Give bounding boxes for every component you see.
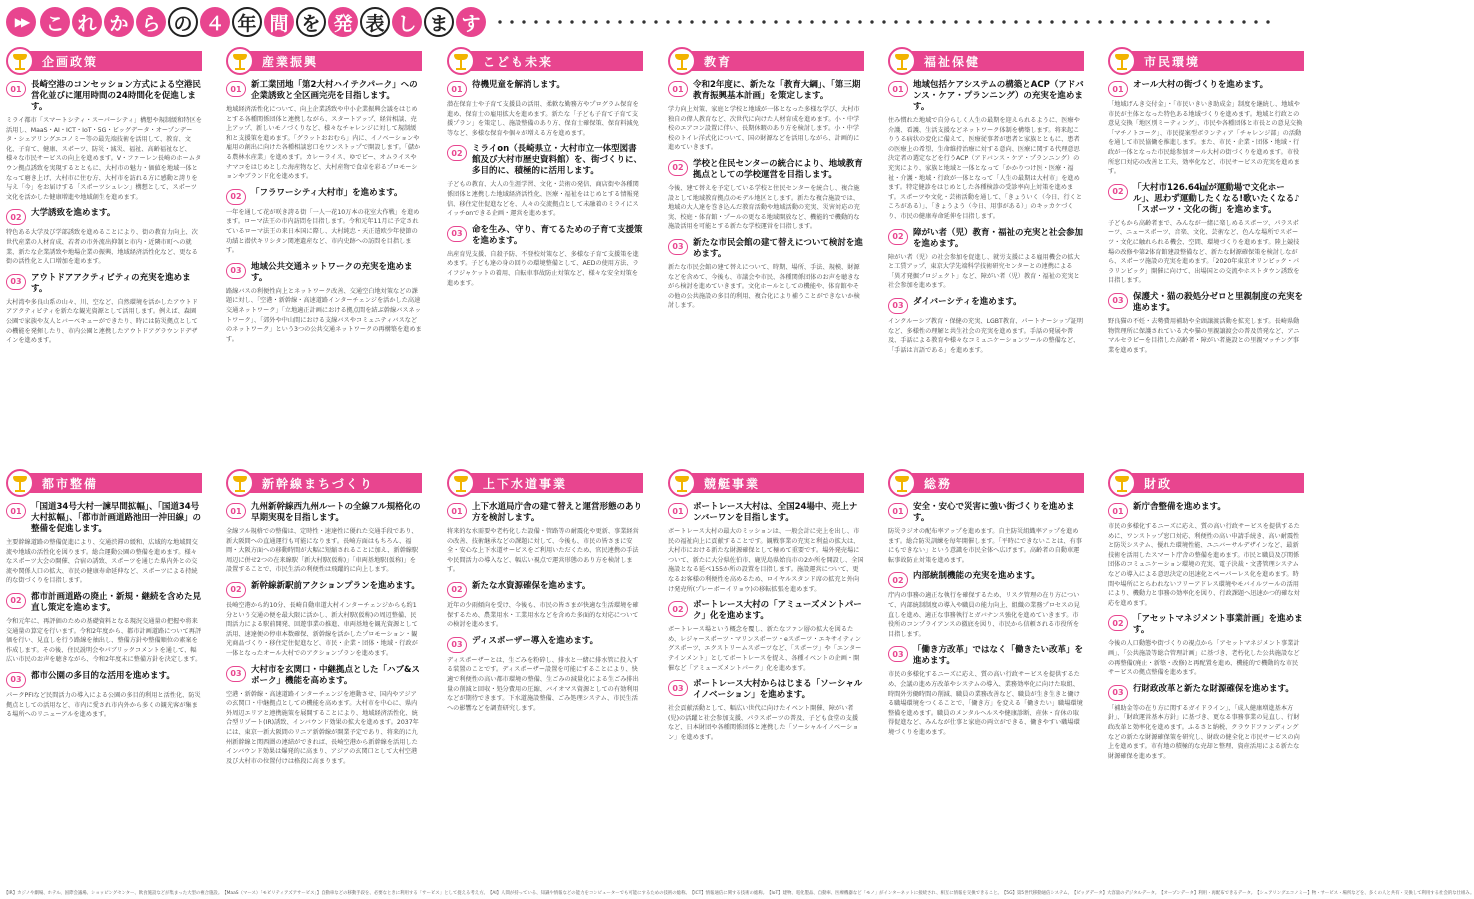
section-title: 企画政策: [42, 55, 99, 69]
policy-item-title: 地域公共交通ネットワークの充実を進めます。: [251, 261, 413, 283]
section-title: 市民環境: [1144, 55, 1201, 69]
section-title: 都市整備: [42, 477, 99, 491]
section-body: [1108, 502, 1304, 761]
street-lamp-icon: [668, 47, 696, 75]
header-char: ら: [136, 7, 166, 37]
policy-item-title: オール大村の街づくりを進めます。: [1133, 80, 1269, 90]
policy-item-title: 「フラワーシティ大村市」を進めます。: [251, 187, 403, 198]
policy-item-title: 地域包括ケアシステムの構築とACP（アドバンス・ケア・プランニング）の充実を進めます。: [913, 80, 1084, 112]
policy-item-header: [668, 600, 864, 622]
header-char: 発: [328, 7, 358, 37]
policy-item-body: 全線フル規格での整備は、定時性・速達性に優れた交通手段であり、新大阪間への直通運行も可能になります。長崎方面はもちろん、福岡・大阪方面への移動時間が大幅に短縮されることに加え、新幹線駅周辺に併せ2つの在来線駅「新大村駅(仮称)」「車両基地駅(仮称)」を設置することで、市民生活の利便性は飛躍的に向上します。: [226, 528, 419, 574]
policy-item-body: 学力向上対策、家庭と学校と地域が一体となった多様な学び、大村市独自の偉人教育など、次世代に向けた人材育成を進めます。小・中学校のエアコン設置に伴い、長期休暇のあり方を検討します。小・中学校のトイレ洋式化について、国の財源などを活用しながら、計画的に進めていきます。: [668, 106, 860, 152]
policy-item-title: 新庁舎整備を進めます。: [1133, 502, 1226, 512]
policy-item-body: 子どもの教育、大人の生涯学習、文化・芸術の発信、商店街や各種関係団体と連携した地域経済活性化、医療・福祉をはじめとする情報発信、移住定住促進などを、人々の交流拠点として未融着のミライにスイッチonできる企画・運営を進めます。: [447, 181, 639, 218]
policy-item-title: 内部統制機能の充実を進めます。: [913, 571, 1040, 582]
section-toshi-seibi: [6, 472, 202, 726]
policy-item-header: [1108, 183, 1304, 216]
policy-item-body: 今後、建て替えを予定している学校と住民センターを統合し、複合施設として地域教育拠点のモデル地区とします。新たな複合施設では、地域の大人達を巻き込んだ教育活動や地域活動の充実、災害対応の充実、校庭・体育館・プールの更なる地域開放など、機能的で機動的な施設活用を可能とする新たな学校運営を目指します。: [668, 184, 860, 231]
policy-item-header: [6, 502, 202, 535]
policy-item: [447, 636, 643, 714]
policy-item-header: [6, 80, 202, 113]
policy-item: [447, 144, 643, 218]
section-header: [226, 472, 422, 494]
policy-item-title: ボートレース大村からはじまる「ソーシャルイノベーション」を進めます。: [693, 679, 863, 701]
policy-item-body: 一年を通して花が咲き誇る街「一人一花10万本の花室大作戦」を進めます。ローマ法王の市内訪問を目指します。令和元年11月に予定されているローマ法王の来日本国に際し、大村純忠・天正遣欧少年使節の功績と潜伏キリシタン関連遺産など、市内史跡への訪問を目指します。: [226, 208, 420, 255]
policy-item-title: 「働き方改革」ではなく「働きたい改革」を進めます。: [913, 645, 1084, 667]
policy-item-body: 令和元年に、再評価のための基礎資料となる現況交通量の把握や将来交通量の算定を行います。令和2年度から、都市計画道路について再評価を行い、見直しを行う路線を抽出し、整備方針や整備順位の素案を作成します。その後、住民説明会やパブリックコメントを通して、幅広い市民のお声を聴きながら、令和2年度末に整備方針を決定します。: [6, 617, 202, 664]
policy-item-header: [668, 502, 864, 524]
policy-item: [6, 208, 202, 266]
policy-item-header: [447, 80, 643, 97]
section-header: [6, 472, 202, 494]
policy-item-title: 都市公園の多目的な活用を進めます。: [31, 670, 175, 681]
policy-item-header: [668, 80, 864, 102]
policy-item-body: ボートレース大村の最大のミッションは、一般会計に売上を出し、市民の福祉向上に貢献することです。観戦事業の充実と利益の拡大は、大村市における新たな財源確保として極めて重要です。場外発売場について、新たに大分県佐伯市、鹿児島県姶良市の2か所を開設し、全国施設となる延べ155か所の設置を目指します。施設運営について、更なるお客様の利便性を高めるため、ロイヤルスタンド席の拡充と外向け発売所(プレーボーイリョウ)の移転拡張を進めます。: [668, 528, 864, 593]
policy-item-body: ボートレース場という概念を覆し、新たなファン層の拡大を図るため、レジャースポーツ・マリンスポーツ・eスポーツ・エキサイティングスポーツ、エクストリームスポーツなど、「スポーツ」や「エンターテインメント」としてボートレースを捉え、各種イベントの企画・開催など「アミューズメントパーク」化を進めます。: [668, 626, 862, 672]
street-lamp-icon: [226, 469, 254, 497]
policy-item: [447, 225, 643, 288]
section-kyoiku: [668, 50, 864, 317]
street-lamp-icon: [6, 47, 34, 75]
policy-item-title: 都市計画道路の廃止・新規・継続を含めた見直し策定を進めます。: [31, 591, 202, 613]
section-title: 新幹線まちづくり: [262, 477, 374, 491]
header-char: ま: [424, 7, 454, 37]
policy-item-title: アウトドアアクティビティの充実を進めます。: [31, 272, 191, 294]
section-header: [6, 50, 202, 72]
item-number-badge: 01: [447, 81, 467, 97]
policy-item-body: ディスポーザーとは、生ごみを粉砕し、排水と一緒に排水管に投入する装置のことです。ディスポーザー設置を可能にすることにより、快適で利便性の高い都市環境の整備、生ごみの減量化による生ごみ排出量の削減と回収・処分費用の圧縮、バイオマス資源としての有効利用などが期待できます。下水道施設整備、ごみ処理システム、市民生活への影響などを調査研究します。: [447, 656, 639, 712]
policy-item-header: [668, 679, 864, 701]
section-header: [226, 50, 422, 72]
policy-item-title: 大学誘致を進めます。: [31, 208, 116, 219]
policy-item-title: ミライon（長崎県立・大村市立一体型図書館及び大村市歴史資料館）を、街づくりに、多目的に、積極的に活用します。: [472, 144, 643, 177]
section-body: [1108, 80, 1304, 355]
policy-item: [6, 80, 202, 202]
item-number-badge: 02: [668, 160, 688, 176]
section-body: [668, 80, 864, 311]
policy-item-header: [447, 144, 643, 177]
item-number-badge: 02: [6, 209, 26, 225]
section-header: [447, 472, 643, 494]
policy-item-title: 安全・安心で災害に強い街づくりを進めます。: [913, 502, 1075, 523]
policy-item-header: [6, 592, 202, 614]
item-number-badge: 02: [1108, 615, 1128, 631]
section-jogesuido: [447, 472, 643, 719]
section-kyotei: [668, 472, 864, 749]
street-lamp-icon: [668, 469, 696, 497]
section-fukushi-hoken: [888, 50, 1084, 361]
policy-item: [1108, 502, 1304, 608]
section-body: [447, 502, 643, 713]
policy-item-body: 「地域げんき交付金」・「市民いきいき助成金」制度を継続し、地域や市民が主体となった特色ある地域づくりを進めます。地域と行政との意見交換「地区別ミーティング」、市民や各種団体と市長との意見交換「マチノトコーク」、市民提案型ボランティア「チャレンジ部」の活動を通して市民協働を推進します。また、市民・企業・団体・地域・行政が一体となった市民総参加オール大村の街づくりを進めます。市役所窓口対応の改善と工夫、効率化など、市民サービスの充実を進めます。: [1108, 101, 1303, 176]
policy-item-header: [668, 159, 864, 181]
item-number-badge: 02: [888, 229, 908, 245]
policy-item-body: 市民の多様化するニーズに応え、質の高い行政サービスを提供するために、ワンストップ窓口対応、利便性の高い申請手続き、高い耐震性と防災システム、優れた環境性能、ユニバーサルデザインなど、最新技術を活用したスマート庁舎の整備を進めます。市民と職員及び関係団体のコミュニケーション環境の充実、電子決裁・文書管理システムなどの導入による意思決定の迅速化とペーパーレス化を進めます。時間や場所にとらわれないフリーアドレス環境やモバイルツールの活用により、機動力と事務の効率化を図り、行政課題へ迅速かつ的確な対応を進めます。: [1108, 523, 1300, 607]
section-body: [668, 502, 864, 743]
section-header: [1108, 50, 1304, 72]
item-number-badge: 01: [226, 503, 246, 519]
policy-item-header: [668, 238, 864, 260]
item-number-badge: 01: [226, 81, 246, 97]
item-number-badge: 01: [888, 503, 908, 519]
policy-item-header: [888, 80, 1084, 113]
policy-item-body: 大村湾や多良山系の山々、川、空など、自然環境を活かしたアウトドアアクティビティを新たな観光資源として活用します。例えば、森園公園で家族や友人とバーベキューができたり、時には防災拠点としての機能を発揮したり、市内公園と連携したアウトドアグラウンドデザインを進めます。: [6, 298, 198, 345]
header-char: し: [392, 7, 422, 37]
policy-item: [447, 502, 643, 575]
street-lamp-icon: [226, 47, 254, 75]
policy-item: [226, 665, 422, 767]
policy-item-body: 地域経済活性化について、向上企業誘致や中小企業振興会議をはじめとする各種関係団体と連携しながら、スタートアップ、経営相談、売上アップ、新しいモノづくりなど、様々なチャレンジに対して規制緩和と支援策を進めます。「グラットおおむら」内に、イノベーションや雇用の創出に向けた各種相談窓口をワンストップで開設します。「儲かる農林水産業」を進めます。カレーライス、ゆでピー、オムライスやナマコをはじめとした海産物など、大村産物で食卓を彩るプロモーションやブランド化を進めます。: [226, 106, 421, 181]
policy-item-body: 新たな市民会館の建て替えについて、時期、場所、手法、規模、財源などを含めて、今後も、市議会や市民、各種関係団体のお声を聴きながら検討を進めていきます。文化ホールとしての機能や、体育館やその他の公共施設の多目的利用、複合化により補うことができないか検討します。: [668, 263, 860, 310]
item-number-badge: 02: [668, 601, 688, 617]
policy-item-header: [888, 297, 1084, 314]
policy-item-header: [447, 581, 643, 598]
section-title: こども未来: [483, 55, 554, 69]
policy-item-header: [447, 225, 643, 247]
policy-item: [6, 273, 202, 346]
policy-item-header: [888, 645, 1084, 667]
policy-item: [1108, 292, 1304, 355]
policy-item: [226, 581, 422, 659]
section-zaisei: [1108, 472, 1304, 767]
section-header: [888, 472, 1084, 494]
policy-item: [888, 297, 1084, 355]
policy-item-title: 「大村市126.64㎢が運動場で文化ホール」、思わず運動したくなる!歌いたくなる♪「スポーツ・文化の街」を進めます。: [1133, 182, 1300, 215]
policy-item-header: [888, 571, 1084, 588]
section-title: 産業振興: [262, 55, 319, 69]
policy-item-body: 庁内の事務の適正な執行を確保するため、リスク管理の在り方について、内部統制制度の導入や職員の能力向上、組織の業務プロセスの見直しを進め、適正な事務執行とガバナンス強化を進めていきます。市役所のコンプライアンスの徹底を図り、市民から信頼される市役所を目指します。: [888, 592, 1080, 638]
policy-item-body: 将来的な水需要や老朽化した設備・管路等の耐震化や更新、事業経営の改善、技術継承などの課題に対して、今後も、市民の皆さまに安全・安心な上下水道サービスをご利用いただくため、官民連携の手法や民間活力の導入など、幅広い視点で運営形態のあり方を検討します。: [447, 528, 639, 574]
policy-item-title: 「アセットマネジメント事業計画」を進めます。: [1133, 614, 1303, 636]
policy-item-title: 大村市を玄関口・中継拠点とした「ハブ&スポーク」機能を高めます。: [251, 664, 420, 686]
header-title: [40, 7, 488, 37]
section-body: [447, 80, 643, 288]
header-char: ４: [200, 7, 230, 37]
policy-item: [226, 502, 422, 575]
header-char: の: [168, 7, 198, 37]
policy-item-body: 潜在保育士や子育て支援員の活用、柔軟な勤務方やプログラム保育を進め、保育士の雇用拡大を進めます。新たな「子ども子育て子育て支援プラン」を策定し、施設整備のあり方、保育士確保策、保育料減免等など、多様な保育や個々が増える方を進めます。: [447, 101, 639, 137]
section-title: 教育: [704, 55, 733, 69]
item-number-badge: 01: [1108, 503, 1128, 519]
policy-item-body: 今後の人口動態や街づくりの視点から「アセットマネジメント事業計画」、「公共施設等総合管理計画」に基づき、老朽化した公共施設などの再整備(廃止・新築・改修)と再配置を進め、機能的で機動的な市民サービスの拠点整備を進めます。: [1108, 640, 1300, 677]
item-number-badge: 02: [6, 593, 26, 609]
section-header: [668, 472, 864, 494]
policy-item: [226, 80, 422, 182]
section-kodomo-mirai: [447, 50, 643, 294]
section-sangyo-shinko: [226, 50, 422, 350]
section-shimin-kankyo: [1108, 50, 1304, 361]
section-shinkansen-machizukuri: [226, 472, 422, 772]
street-lamp-icon: [888, 469, 916, 497]
header-char: 間: [264, 7, 294, 37]
section-title: 総務: [924, 477, 953, 491]
section-title: 福祉保健: [924, 55, 981, 69]
policy-item: [447, 80, 643, 138]
header-char: 表: [360, 7, 390, 37]
item-number-badge: 02: [447, 145, 467, 161]
policy-item-header: [1108, 80, 1304, 97]
policy-item-title: 新たな市民会館の建て替えについて検討を進めます。: [693, 237, 863, 259]
policy-item-header: [447, 636, 643, 653]
policy-item: [1108, 80, 1304, 177]
policy-item-body: 出産育児支援、自殺予防、不登校対策など、多様な子育て支援策を進めます。子ども達の身の回りの環境整備として、AEDの使用方法、ライフジャケットの着用、自転車事故防止対策など、様々な安全対策を進めます。: [447, 250, 639, 287]
policy-item-body: ミライ都市「スマートシティ・スーパーシティ」構想や規制緩和特区を活用し、MaaS・AI・ICT・IoT・5G・ビッグデータ・オープンデータ・シェアリングエコノミー等の最先端技術を活用して、教育、文化、子育て、健康、スポーツ、防災・減災、福祉、高齢福祉など、様々な市民サービスの向上を進めます。V・ファーレン長崎のホームタウン拠点誘致を実現するとともに、大村市の魅力・価値を地域一体となって磨き上げ、大村市に住む方、大村市を訪れる方に感動と誇りを与え「今」をお届けする「スポーツシュレン」構想として、スポーツ文化を活かした健康増進や地域創生を進めます。: [6, 117, 202, 201]
policy-item: [888, 80, 1084, 222]
policy-item-title: 行財政改革と新たな財源確保を進めます。: [1133, 683, 1294, 694]
policy-item-body: パークPFIなど民間活力の導入による公園の多目的利用と活性化、防災拠点としての活用など、市内に愛され市内外から多くの観光客が集まる場所へのリニューアルを進めます。: [6, 691, 201, 719]
policy-item: [1108, 684, 1304, 762]
item-number-badge: 03: [447, 226, 467, 242]
item-number-badge: 03: [1108, 293, 1128, 309]
item-number-badge: 03: [226, 666, 246, 682]
item-number-badge: 03: [668, 680, 688, 696]
policy-item-body: 防災ラジオの配布率アップを進めます。自主防災組織率アップを進めます。総合防災訓練を毎年開催します。「平時にできないことは、有事にもできない」という意識を市民全体へ広げます。高齢者の自動車運転事故防止対策を進めます。: [888, 528, 1082, 564]
item-number-badge: 01: [6, 503, 26, 519]
item-number-badge: 01: [888, 81, 908, 97]
section-title: 競艇事業: [704, 477, 761, 491]
section-header: [1108, 472, 1304, 494]
policy-item-header: [1108, 292, 1304, 314]
policy-item: [888, 502, 1084, 565]
policy-item: [668, 159, 864, 232]
policy-item-header: [6, 208, 202, 225]
page-header: [6, 5, 1274, 39]
policy-item-header: [226, 665, 422, 687]
policy-item-title: 九州新幹線西九州ルートの全線フル規格化の早期実現を目指します。: [251, 502, 421, 523]
item-number-badge: 03: [668, 239, 688, 255]
policy-item: [668, 80, 864, 153]
item-number-badge: 02: [447, 582, 467, 598]
item-number-badge: 03: [447, 637, 467, 653]
policy-item-title: ボートレース大村の「アミューズメントパーク」化を進めます。: [693, 600, 862, 622]
policy-item-header: [1108, 614, 1304, 636]
policy-item: [6, 671, 202, 720]
item-number-badge: 01: [668, 81, 688, 97]
policy-item-title: 令和2年度に、新たな「教育大綱」、「第三期教育振興基本計画」を策定します。: [693, 80, 861, 101]
policy-item-title: ボートレース大村は、全国24場中、売上ナンバーワンを目指します。: [693, 502, 858, 523]
section-kikaku-seisaku: [6, 50, 202, 352]
street-lamp-icon: [447, 469, 475, 497]
policy-item-title: ディスポーザー導入を進めます。: [472, 635, 599, 646]
street-lamp-icon: [1108, 47, 1136, 75]
policy-item: [447, 581, 643, 630]
item-number-badge: 03: [6, 274, 26, 290]
policy-item-header: [447, 502, 643, 524]
policy-item: [226, 188, 422, 256]
section-body: [226, 80, 422, 344]
item-number-badge: 03: [226, 263, 246, 279]
policy-item: [6, 502, 202, 586]
policy-item-title: 障がい者（児）教育・福祉の充実と社会参加を進めます。: [913, 227, 1084, 249]
policy-item-title: 保護犬・猫の殺処分ゼロと里親制度の充実を進めます。: [1133, 291, 1304, 313]
policy-item: [888, 571, 1084, 639]
policy-item-body: 近年の少雨傾向を受け、今後も、市民の皆さまが快適な生活環境を確保するため、農業用水・工業用水などを含めた多面的な対応についての検討を進めます。: [447, 601, 639, 629]
section-body: [226, 502, 422, 766]
item-number-badge: 01: [447, 503, 467, 519]
policy-item-title: 待機児童を解消します。: [472, 80, 565, 90]
item-number-badge: 02: [888, 572, 908, 588]
street-lamp-icon: [1108, 469, 1136, 497]
item-number-badge: 03: [888, 298, 908, 314]
policy-item-header: [6, 671, 202, 688]
header-char: を: [296, 7, 326, 37]
policy-item-body: 障がい者（児）の社会参加を促進し、就労支援による雇用機会の拡大と工賃アップ、東京大学先端科学技術研究センターとの連携による「異才発掘プロジェクト」など、障がい者（児）教育・福祉の充実と社会参加を進めます。: [888, 253, 1080, 290]
item-number-badge: 03: [888, 646, 908, 662]
policy-item-title: 新工業団地「第2大村ハイテクパーク」への企業誘致と全区画完売を目指します。: [251, 80, 418, 101]
policy-item-header: [888, 228, 1084, 250]
item-number-badge: 01: [6, 81, 26, 97]
policy-item-title: 学校と住民センターの統合により、地域教育拠点としての学校運営を目指します。: [693, 158, 863, 180]
section-somu: [888, 472, 1084, 744]
policy-item-body: 主要幹線道路の整備促進により、交通渋滞の緩和、広域的な地域間交流や地域の活性化を図ります。総合運動公園の整備を進めます。様々なスポーツ大会の開催、合宿の誘致、スポーツを通じた県内外との交流や関係人口の拡大、市民の健康寿命延伸など、スポーツによる持続的な街づくりを目指します。: [6, 539, 198, 585]
policy-item-body: 社会貢献活動として、幅広い世代に向けたイベント開催、障がい者(児)の活躍と社会参加支援、パラスポーツの普及、子ども食堂の支援など、日本財団や各種関係団体と連携した「ソーシャルイノベーション」を進めます。: [668, 705, 859, 741]
policy-item-title: 新幹線新駅前アクションプランを進めます。: [251, 580, 420, 591]
section-header: [668, 50, 864, 72]
policy-item: [668, 238, 864, 311]
policy-item: [668, 679, 864, 742]
policy-item-body: 市民の多様化するニーズに応え、質の高い行政サービスを提供するため、会議の進め方改革やシステムの導入、業務効率化に向けた取組、時間外労働時間の削減、職員の業務改善など、職員が生き生きと働ける職場環境をつくることで、「働き方」を変える「働きたい」職場環境整備を進めます。職員のメンタルヘルスや健康診断、産休・育休の取得促進など、みんなが仕事と家庭の両立ができる、働きやすい職場環境づくりを進めます。: [888, 671, 1083, 736]
policy-item-title: 上下水道局庁舎の建て替えと運営形態のあり方を検討します。: [472, 502, 643, 523]
policy-item-header: [226, 188, 422, 205]
policy-item-body: 「補助金等の在り方に関するガイドライン」、「成人健康増進基本方針」、「財政運営基本方針」に基づき、更なる事務事業の見直し、行財政改革と効率化を進めます。ふるさと納税、クラウドファンディングなどの新たな財源確保策を研究し、財政の健全化と市民サービスの向上を進めます。市有地の積極的な売却と整理、資産活用による新たな財源確保を進めます。: [1108, 704, 1300, 760]
policy-item-header: [1108, 684, 1304, 701]
item-number-badge: 03: [1108, 685, 1128, 701]
policy-item-header: [226, 581, 422, 598]
item-number-badge: 01: [668, 503, 688, 519]
policy-item-title: 新たな水資源確保を進めます。: [472, 580, 591, 591]
section-header: [888, 50, 1084, 72]
policy-item-body: 野良猫の不妊・去勢費用補助や全頭譲渡活動を拡充します。長崎県動物管理所に保護されている犬や猫の里親譲渡会の普及啓発など、アニマルセラピーを目指した高齢者・障がい者施設との里親マッチング事業を進めます。: [1108, 317, 1300, 354]
footer-glossary: 【IR】カジノや劇場、ホテル、国際会議場、ショッピングセンター、飲食施設などが集まった大型の複合施設。 【MaaS（マース）「モビリティアズアサービス」】自動車などの移動手段を、必要なときに利用する「サービス」として捉える考え方。 【AI】人間が持っている、知識や情報などの能力をコンピューターでも可能にするための技術の総称。 【ICT】情報通信に関する技術の総称。 【IoT】建物、電化製品、自動車、医療機器など「モノ」がインターネットに接続され、相互に情報を交換できること。 【5G】第5世代移動通信システム。 【ビッグデータ】大容量のデジタルデータ。 【オープンデータ】利用・再配布できるデータ。 【シェアリングエコノミー】物・サービス・場所などを、多くの人と共有・交換して利用する社会的な仕組み。: [4, 891, 1474, 896]
header-char: れ: [72, 7, 102, 37]
header-char: か: [104, 7, 134, 37]
header-char: す: [456, 7, 486, 37]
policy-item-body: インクルーシブ教育・保健の充実、LGBT教育、パートナーシップ証明など、多様性の理解と共生社会の充実を進めます。手話の発展や普及、手話による教育や様々なコミュニケーションツールの整備など、「手話は言語である」を進めます。: [888, 317, 1084, 354]
policy-item-title: ダイバーシティを進めます。: [913, 296, 1022, 307]
fast-forward-icon: ▶▶: [6, 7, 36, 37]
policy-item-body: 特色ある大学及び学部誘致を進めることにより、街の教育力向上、次世代産業の人材育成、若者の市外流出抑制と市内・近隣市町への就業、新たな企業誘致や地場企業の振興、地域経済活性化など、更なる街の活性化と人口増加を進めます。: [6, 229, 198, 266]
policy-item-title: 「国道34号大村一諫早間拡幅」、「国道34号大村拡幅」、「都市計画道路池田一沖田線」の整備を促進します。: [31, 502, 202, 534]
policy-item: [226, 262, 422, 345]
section-body: [6, 502, 202, 720]
street-lamp-icon: [6, 469, 34, 497]
section-title: 上下水道事業: [483, 477, 568, 491]
policy-item: [668, 502, 864, 594]
policy-item-body: 長崎空港から約10分、長崎自動車道大村インターチェンジからも約1分という交通の便を最大限に活かし、新大村駅(仮称)の周辺整備、民間活力による駅前開発、回遊事業の推進、車両基地を観光資源として活用、速達便の停車本数確保、新幹線を活かしたプロモーション・観光商品づくり・移住定住促進など、市民・企業・団体・地域・行政が一体となったオール大村でのアクションプランを進めます。: [226, 601, 418, 657]
policy-item-body: 住み慣れた地域で自分らしく人生の最期を迎えられるように、医療や介護、看護、生活支援などネットワーク体制を構築します。将来起こりうる病状の変化に備えて、医療従事者が患者と家族とともに、患者の医療上の希望、生命維持治療に対する意向、医療に関する代理意思決定者の選定などを行うACP（アドバンス・ケア・プランニング）の充実により、家族と地域と一体となって「かかりつけ医・医療・福祉・介護・地域・行政が一体となって「人生の最期は大村市」を進めます。特定健診をはじめとした各種検診の受診率向上対策を進めます。スポーツや文化・芸術活動を通して、「きょういく（今日、行くところがある）」、「きょうよう（今日、用事がある）」のキッカケづくり、市民の健康寿命延伸を目指します。: [888, 117, 1083, 220]
policy-item: [888, 645, 1084, 737]
header-char: 年: [232, 7, 262, 37]
section-title: 財政: [1144, 477, 1173, 491]
policy-item-header: [226, 262, 422, 284]
item-number-badge: 02: [1108, 184, 1128, 200]
item-number-badge: 01: [1108, 81, 1128, 97]
policy-item-header: [226, 502, 422, 524]
policy-item: [6, 592, 202, 665]
policy-item-title: 命を生み、守り、育てるための子育て支援策を進めます。: [472, 224, 643, 246]
policy-item-body: 子どもから高齢者まで、みんなが一緒に楽しめるスポーツ、パラスポーツ、ニュースポーツ、音楽、文化、芸術など、色んな場所でスポーツ・文化に触れられる機会、空間、環境づくりを進めます。陸上競技場の改修や第2体育館建設整備など、新たな財源確保策を検討しながら、スポーツ施設の充実を進めます。「2020年東京オリンピック・パラリンピック」開催に向けて、出場国との交流やホストタウン誘致を目指します。: [1108, 219, 1300, 285]
policy-item-header: [226, 80, 422, 102]
street-lamp-icon: [447, 47, 475, 75]
policy-item: [1108, 183, 1304, 286]
item-number-badge: 02: [226, 189, 246, 205]
item-number-badge: 02: [226, 582, 246, 598]
item-number-badge: 03: [6, 672, 26, 688]
policy-item: [668, 600, 864, 673]
policy-item: [1108, 614, 1304, 677]
section-body: [6, 80, 202, 346]
policy-item-body: 路線バスの利便性向上とネットワーク改善、交通空白地対策などの課題に対し、「空港・新幹線・高速道路インターチェンジを活かした高速交通ネットワーク」「立地適正計画における拠点間を結ぶ幹線バスネットワーク」、「郊外や中山間における支線バスやコミュニティバスなどのネットワーク」という3つの公共交通ネットワークの再構築を進めます。: [226, 287, 422, 343]
street-lamp-icon: [888, 47, 916, 75]
policy-item-header: [888, 502, 1084, 524]
section-header: [447, 50, 643, 72]
policy-item-header: [6, 273, 202, 295]
header-char: こ: [40, 7, 70, 37]
section-body: [888, 80, 1084, 355]
section-body: [888, 502, 1084, 738]
dotted-divider: [494, 19, 1274, 25]
policy-item-body: 空港・新幹線・高速道路インターチェンジを連動させ、国内やアジアの玄関口・中継拠点としての機能を高めます。大村市を中心に、県内外周辺エリアと連携施策を展開することにより、地域経済活性化、統合型リゾート(IR)誘致、インバウンド効果の拡大を進めます。2037年には、東京一新大阪間のリニア新幹線が開業予定であり、将来的に九州新幹線と関西圏の連結ができれば、長崎空港から新幹線を活用したインバウンド効果は爆発的に高まり、アジアの玄関口として大村空港及び大村市の位置付けは格段に高まります。: [226, 690, 419, 765]
policy-item-header: [1108, 502, 1304, 519]
policy-item: [888, 228, 1084, 291]
policy-item-title: 長崎空港のコンセッション方式による空港民営化並びに運用時間の24時間化を促進します。: [31, 80, 201, 112]
